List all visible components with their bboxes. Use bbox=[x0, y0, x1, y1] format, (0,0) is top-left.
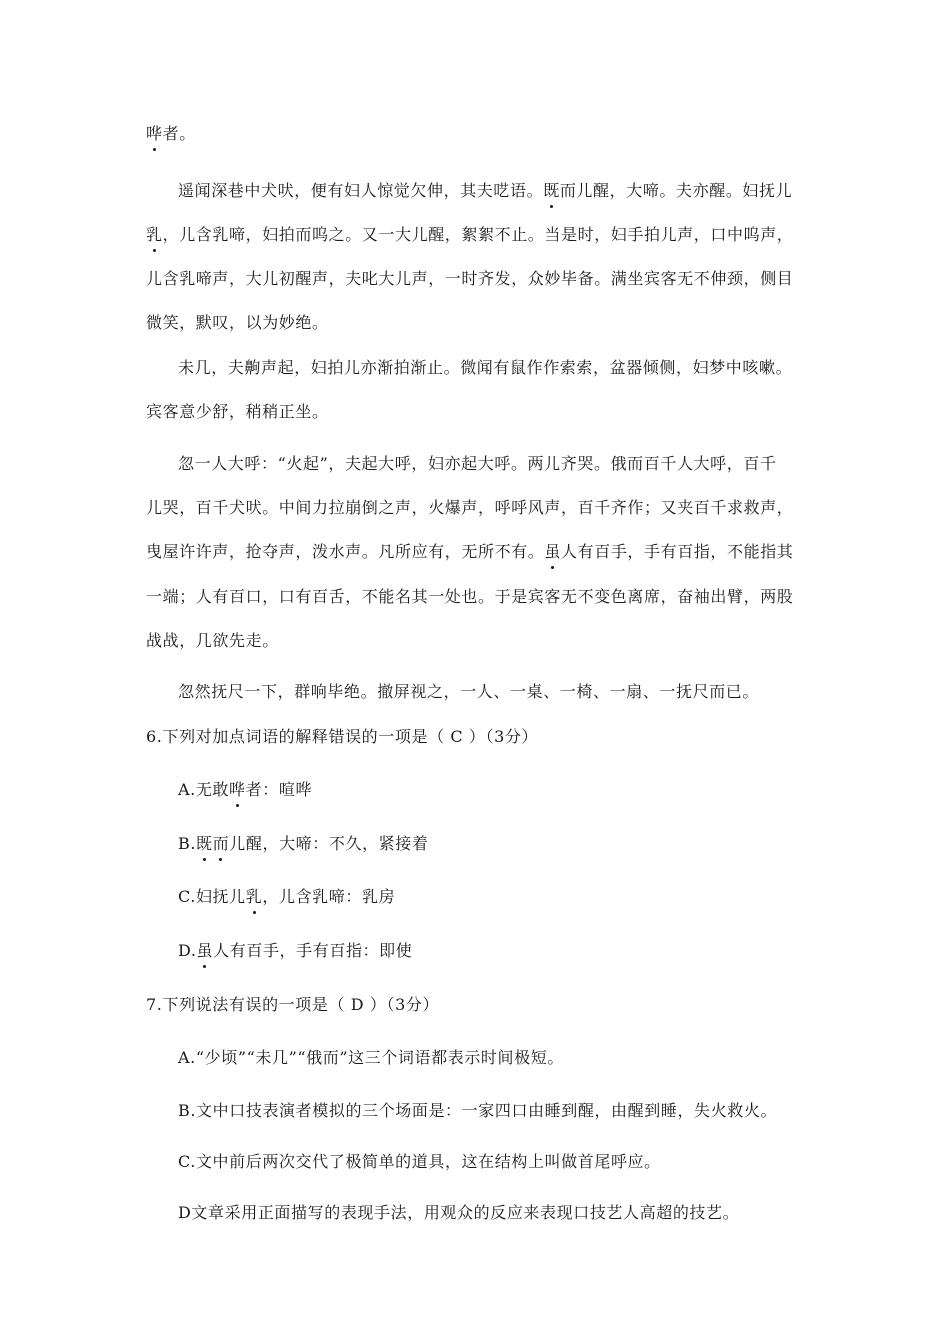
question-7-option-a: A.“少顷”“未几”“俄而”这三个词语都表示时间极短。 bbox=[178, 1048, 564, 1067]
question-6-option-b: B.既而儿醒，大啼：不久，紧接着 bbox=[178, 834, 429, 853]
emphasis-mark: 既 bbox=[543, 181, 560, 200]
question-7-option-d: D文章采用正面描写的表现手法，用观众的反应来表现口技艺人高超的技艺。 bbox=[178, 1203, 740, 1222]
passage-line: 未几，夫齁声起，妇拍儿亦渐拍渐止。微闻有鼠作作索索，盆器倾侧，妇梦中咳嗽。 bbox=[178, 358, 793, 377]
passage-line: 战战，几欲先走。 bbox=[146, 631, 279, 650]
emphasis-mark: 乳 bbox=[146, 225, 163, 244]
passage-line: 儿哭，百千犬吠。中间力拉崩倒之声，火爆声，呼呼风声，百千齐作；又夹百千求救声， bbox=[146, 498, 794, 517]
passage-line: 遥闻深巷中犬吠，便有妇人惊觉欠伸，其夫呓语。既而儿醒，大啼。夫亦醒。妇抚儿 bbox=[178, 181, 793, 200]
passage-line: 宾客意少舒，稍稍正坐。 bbox=[146, 402, 329, 421]
question-7-stem: 7.下列说法有误的一项是（ D ）（3分） bbox=[146, 995, 440, 1014]
passage-line: 一端；人有百口，口有百舌，不能名其一处也。于是宾客无不变色离席，奋袖出臂，两股 bbox=[146, 587, 794, 606]
passage-line: 乳，儿含乳啼，妇拍而呜之。又一大儿醒，絮絮不止。当是时，妇手拍儿声，口中呜声， bbox=[146, 225, 794, 244]
passage-line: 哗者。 bbox=[146, 124, 196, 143]
passage-line: 忽然抚尺一下，群响毕绝。撤屏视之，一人、一桌、一椅、一扇、一抚尺而已。 bbox=[178, 682, 760, 701]
emphasis-mark: 而 bbox=[212, 834, 230, 853]
question-6-option-d: D.虽人有百手，手有百指：即使 bbox=[178, 941, 413, 960]
emphasis-mark: 虽 bbox=[196, 941, 214, 960]
question-7-option-c: C.文中前后两次交代了极简单的道具，这在结构上叫做首尾呼应。 bbox=[178, 1152, 661, 1171]
emphasis-mark: 既 bbox=[196, 834, 213, 853]
passage-line: 忽一人大呼：“火起”，夫起大呼，妇亦起大呼。两儿齐哭。俄而百千人大呼，百千 bbox=[178, 454, 777, 473]
passage-line: 微笑，默叹，以为妙绝。 bbox=[146, 313, 329, 332]
passage-line: 曳屋许许声，抢夺声，泼水声。凡所应有，无所不有。虽人有百手，手有百指，不能指其 bbox=[146, 542, 794, 561]
emphasis-mark: 乳 bbox=[245, 887, 263, 906]
emphasis-mark: 虽 bbox=[544, 542, 562, 561]
question-6-option-c: C.妇抚儿乳，儿含乳啼：乳房 bbox=[178, 887, 396, 906]
passage-line: 儿含乳啼声，大儿初醒声，夫叱大儿声，一时齐发，众妙毕备。满坐宾客无不伸颈，侧目 bbox=[146, 269, 794, 288]
question-7-option-b: B.文中口技表演者模拟的三个场面是：一家四口由睡到醒，由醒到睡，失火救火。 bbox=[178, 1101, 778, 1120]
emphasis-mark: 哗 bbox=[229, 780, 246, 799]
emphasis-mark: 哗 bbox=[146, 124, 163, 143]
question-6-stem: 6.下列对加点词语的解释错误的一项是（ C ）（3分） bbox=[146, 727, 539, 746]
question-6-option-a: A.无敢哗者：喧哗 bbox=[178, 780, 313, 799]
